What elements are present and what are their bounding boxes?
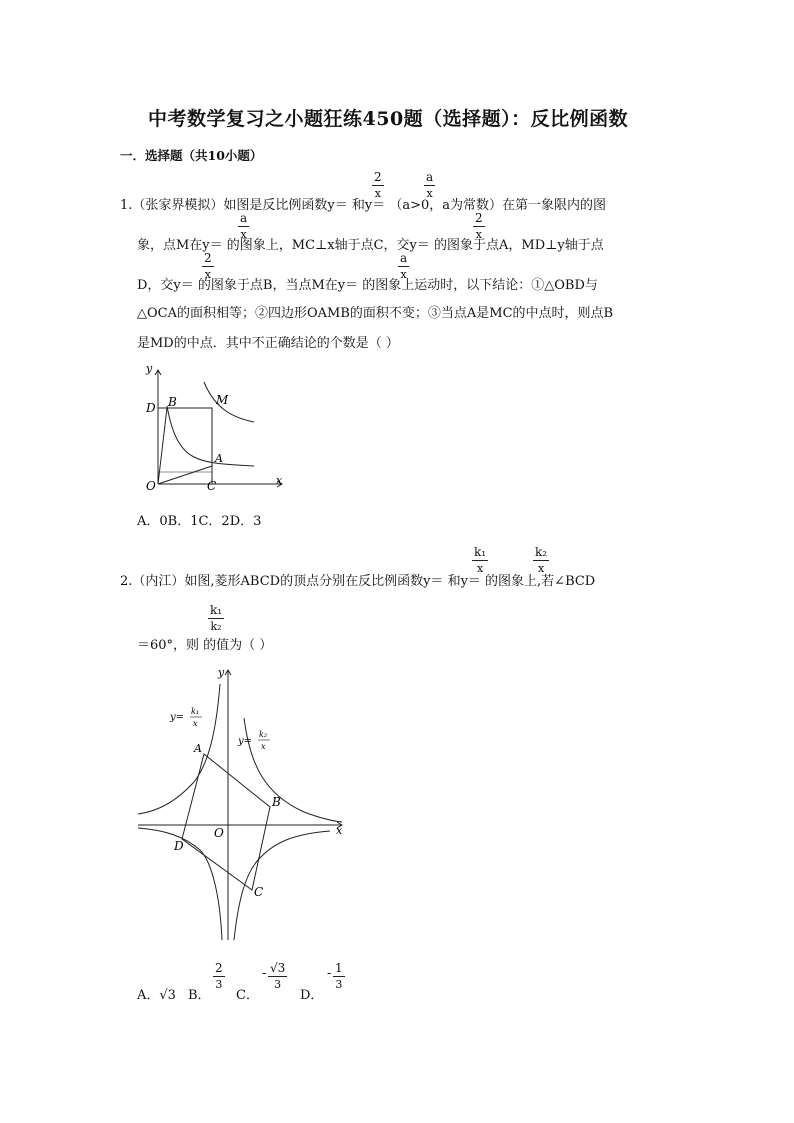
fraction-numerator: k₁ — [210, 603, 223, 617]
label-o: O — [146, 479, 156, 493]
curve-2-over-x — [167, 406, 254, 466]
label-m: M — [216, 393, 229, 407]
fraction-denominator: x — [204, 268, 211, 281]
page-title: 中考数学复习之小题狂练450题（选择题）：反比例函数 — [148, 108, 629, 130]
q1-line-3: D，交y＝ 的图象于点B，当点M在y＝ 的图象上运动时，以下结论：①△OBD与 — [137, 278, 598, 293]
fraction-numerator: 2 — [215, 961, 223, 975]
label-a: A — [194, 742, 202, 755]
q2-option-d-sign: - — [327, 966, 332, 981]
q1-fraction-2 — [424, 171, 435, 199]
option-a-value: √3 — [159, 988, 176, 1003]
q2-option-a — [137, 984, 176, 1003]
label-c: C — [254, 885, 264, 899]
curve2-den: x — [261, 742, 266, 751]
fraction-numerator: a — [426, 170, 434, 184]
curve1-label: y= — [170, 712, 185, 723]
label-a: A — [215, 452, 223, 465]
q2-option-c-fraction — [268, 962, 287, 990]
label-d: D — [146, 401, 156, 415]
q2-option-b-label: B． — [188, 988, 211, 1003]
label-y: y — [218, 666, 225, 679]
label-b: B — [272, 795, 281, 809]
segment-oa — [158, 466, 212, 484]
fraction-denominator: x — [240, 228, 247, 241]
fraction-numerator: √3 — [270, 961, 286, 975]
label-b: B — [168, 395, 177, 409]
q2-line-2: ＝60°，则 的值为（ ） — [137, 638, 273, 653]
option-a-label: A． — [137, 988, 160, 1003]
segment-ob — [158, 408, 167, 484]
fraction-denominator: 3 — [335, 978, 343, 991]
section-heading: 一．选择题（共10小题） — [120, 148, 263, 163]
curve-k1-upper — [138, 684, 220, 814]
q2-fraction-2 — [533, 546, 549, 574]
fraction-denominator: 3 — [215, 978, 223, 991]
fraction-numerator: 2 — [204, 251, 212, 265]
fraction-denominator: x — [400, 268, 407, 281]
q1-line-5: 是MD的中点．其中不正确结论的个数是（ ） — [137, 336, 399, 351]
fraction-numerator: 2 — [374, 170, 382, 184]
label-o: O — [214, 826, 224, 840]
q1-fraction-4 — [473, 212, 485, 240]
curve1-den: x — [193, 719, 198, 728]
fraction-denominator: x — [475, 228, 482, 241]
q1-fraction-3 — [238, 212, 249, 240]
fraction-denominator: 3 — [274, 978, 282, 991]
q1-fraction-6 — [398, 252, 409, 280]
label-d: D — [174, 839, 184, 853]
fraction-numerator: 1 — [335, 961, 343, 975]
fraction-numerator: a — [240, 211, 248, 225]
q2-line-1: 2.（内江）如图,菱形ABCD的顶点分别在反比例函数y＝ 和y＝ 的图象上,若∠BCD — [120, 574, 596, 589]
curve1-num: k₁ — [191, 707, 200, 716]
curve2-label: y= — [238, 736, 253, 747]
q1-figure — [134, 362, 290, 494]
fraction-numerator: k₂ — [535, 545, 548, 559]
fraction-denominator: x — [426, 187, 433, 200]
fraction-denominator: k₂ — [210, 620, 222, 633]
q1-fraction-1 — [372, 171, 384, 199]
fraction-denominator: x — [537, 562, 545, 575]
q2-fraction-3 — [208, 604, 224, 632]
rhombus-abcd — [182, 754, 270, 890]
q1-fraction-5 — [202, 252, 214, 280]
q2-figure — [134, 664, 350, 944]
q1-line-1: 1.（张家界模拟）如图是反比例函数y＝ 和y＝ （a>0，a为常数）在第一象限内的图 — [120, 198, 607, 213]
q2-option-c-label: C． — [236, 988, 259, 1003]
label-y: y — [146, 362, 153, 375]
q1-line-4: △OCA的面积相等；②四边形OAMB的面积不变；③当点A是MC的中点时，则点B — [137, 306, 614, 321]
q2-option-b-fraction — [213, 962, 225, 990]
curve-k1-lower — [234, 831, 330, 940]
q2-option-d-fraction — [333, 962, 345, 990]
curve2-num: k₂ — [259, 730, 268, 739]
label-x: x — [276, 474, 283, 487]
label-x: x — [336, 824, 343, 837]
fraction-denominator: x — [374, 187, 381, 200]
q2-option-c-sign: - — [262, 966, 267, 981]
q2-option-d-label: D． — [300, 988, 324, 1003]
fraction-numerator: k₁ — [474, 545, 487, 559]
q1-line-2: 象，点M在y＝ 的图象上，MC⊥x轴于点C，交y＝ 的图象于点A，MD⊥y轴于点 — [137, 238, 604, 253]
fraction-numerator: 2 — [475, 211, 483, 225]
fraction-numerator: a — [400, 251, 408, 265]
q2-fraction-1 — [472, 546, 488, 574]
fraction-denominator: x — [476, 562, 484, 575]
q1-options: A．0B．1C．2D．3 — [137, 514, 262, 529]
label-c: C — [207, 479, 217, 493]
